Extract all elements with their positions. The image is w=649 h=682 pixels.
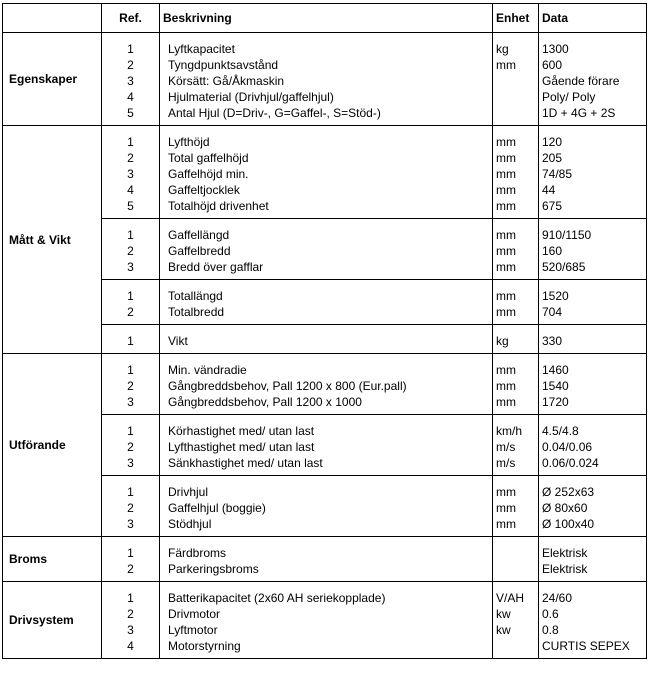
- table-row: [3, 126, 647, 151]
- unit-cell: [493, 638, 539, 659]
- description-cell: Gaffeltjocklek: [160, 182, 493, 198]
- unit-cell: mm: [493, 378, 539, 394]
- header-ref: Ref.: [102, 4, 160, 33]
- unit-cell: [493, 561, 539, 582]
- header-data: Data: [539, 4, 647, 33]
- unit-cell: mm: [493, 476, 539, 501]
- header-row: [3, 4, 647, 33]
- data-cell: Elektrisk: [539, 561, 647, 582]
- description-cell: Gaffelbredd: [160, 243, 493, 259]
- ref-cell: 2: [102, 304, 160, 325]
- ref-cell: 1: [102, 537, 160, 562]
- ref-cell: 3: [102, 394, 160, 415]
- ref-cell: 2: [102, 439, 160, 455]
- ref-cell: 1: [102, 33, 160, 58]
- unit-cell: kw: [493, 622, 539, 638]
- unit-cell: mm: [493, 516, 539, 537]
- ref-cell: 1: [102, 476, 160, 501]
- description-cell: Gaffelhjul (boggie): [160, 500, 493, 516]
- description-cell: Körsätt: Gå/Åkmaskin: [160, 73, 493, 89]
- description-cell: Gaffelhöjd min.: [160, 166, 493, 182]
- unit-cell: mm: [493, 198, 539, 219]
- data-cell: 44: [539, 182, 647, 198]
- ref-cell: 3: [102, 622, 160, 638]
- data-cell: 1460: [539, 354, 647, 379]
- ref-cell: 2: [102, 243, 160, 259]
- unit-cell: mm: [493, 166, 539, 182]
- description-cell: Hjulmaterial (Drivhjul/gaffelhjul): [160, 89, 493, 105]
- data-cell: 24/60: [539, 582, 647, 607]
- ref-cell: 3: [102, 516, 160, 537]
- ref-cell: 1: [102, 582, 160, 607]
- unit-cell: mm: [493, 354, 539, 379]
- ref-cell: 3: [102, 455, 160, 476]
- unit-cell: mm: [493, 182, 539, 198]
- unit-cell: kg: [493, 325, 539, 354]
- data-cell: 120: [539, 126, 647, 151]
- data-cell: 910/1150: [539, 219, 647, 244]
- description-cell: Antal Hjul (D=Driv-, G=Gaffel-, S=Stöd-): [160, 105, 493, 126]
- ref-cell: 5: [102, 198, 160, 219]
- description-cell: Min. vändradie: [160, 354, 493, 379]
- data-cell: 675: [539, 198, 647, 219]
- data-cell: 1540: [539, 378, 647, 394]
- unit-cell: km/h: [493, 415, 539, 440]
- ref-cell: 1: [102, 219, 160, 244]
- description-cell: Vikt: [160, 325, 493, 354]
- data-cell: Ø 100x40: [539, 516, 647, 537]
- description-cell: Lyfthöjd: [160, 126, 493, 151]
- unit-cell: [493, 89, 539, 105]
- section-title: Utförande: [3, 354, 102, 537]
- ref-cell: 5: [102, 105, 160, 126]
- unit-cell: mm: [493, 150, 539, 166]
- ref-cell: 4: [102, 89, 160, 105]
- unit-cell: mm: [493, 500, 539, 516]
- unit-cell: mm: [493, 126, 539, 151]
- unit-cell: [493, 537, 539, 562]
- description-cell: Total gaffelhöjd: [160, 150, 493, 166]
- ref-cell: 1: [102, 126, 160, 151]
- description-cell: Drivhjul: [160, 476, 493, 501]
- description-cell: Stödhjul: [160, 516, 493, 537]
- data-cell: 205: [539, 150, 647, 166]
- data-cell: 74/85: [539, 166, 647, 182]
- description-cell: Tyngdpunktsavstånd: [160, 57, 493, 73]
- unit-cell: kg: [493, 33, 539, 58]
- description-cell: Sänkhastighet med/ utan last: [160, 455, 493, 476]
- data-cell: Ø 80x60: [539, 500, 647, 516]
- description-cell: Parkeringsbroms: [160, 561, 493, 582]
- table-row: [3, 354, 647, 379]
- description-cell: Totalbredd: [160, 304, 493, 325]
- unit-cell: mm: [493, 304, 539, 325]
- ref-cell: 2: [102, 561, 160, 582]
- section-title: Mått & Vikt: [3, 126, 102, 354]
- description-cell: Lyftkapacitet: [160, 33, 493, 58]
- data-cell: 4.5/4.8: [539, 415, 647, 440]
- description-cell: Gaffellängd: [160, 219, 493, 244]
- header-section: [3, 4, 102, 33]
- description-cell: Lyftmotor: [160, 622, 493, 638]
- data-cell: 1520: [539, 280, 647, 305]
- unit-cell: mm: [493, 280, 539, 305]
- data-cell: Elektrisk: [539, 537, 647, 562]
- data-cell: 0.8: [539, 622, 647, 638]
- table-row: [3, 582, 647, 607]
- unit-cell: mm: [493, 259, 539, 280]
- unit-cell: V/AH: [493, 582, 539, 607]
- section-title: Egenskaper: [3, 33, 102, 126]
- ref-cell: 1: [102, 415, 160, 440]
- spec-table: [2, 3, 647, 659]
- ref-cell: 2: [102, 150, 160, 166]
- header-unit: Enhet: [493, 4, 539, 33]
- ref-cell: 2: [102, 378, 160, 394]
- data-cell: CURTIS SEPEX: [539, 638, 647, 659]
- unit-cell: m/s: [493, 439, 539, 455]
- data-cell: 520/685: [539, 259, 647, 280]
- description-cell: Lyfthastighet med/ utan last: [160, 439, 493, 455]
- ref-cell: 2: [102, 57, 160, 73]
- data-cell: 0.06/0.024: [539, 455, 647, 476]
- ref-cell: 4: [102, 182, 160, 198]
- data-cell: 0.6: [539, 606, 647, 622]
- data-cell: 0.04/0.06: [539, 439, 647, 455]
- ref-cell: 3: [102, 73, 160, 89]
- ref-cell: 3: [102, 259, 160, 280]
- header-description: Beskrivning: [160, 4, 493, 33]
- unit-cell: mm: [493, 243, 539, 259]
- table-row: [3, 537, 647, 562]
- data-cell: 704: [539, 304, 647, 325]
- unit-cell: [493, 105, 539, 126]
- unit-cell: mm: [493, 219, 539, 244]
- description-cell: Bredd över gafflar: [160, 259, 493, 280]
- unit-cell: m/s: [493, 455, 539, 476]
- ref-cell: 1: [102, 354, 160, 379]
- ref-cell: 2: [102, 606, 160, 622]
- data-cell: Poly/ Poly: [539, 89, 647, 105]
- unit-cell: kw: [493, 606, 539, 622]
- data-cell: 1720: [539, 394, 647, 415]
- unit-cell: mm: [493, 394, 539, 415]
- data-cell: 1300: [539, 33, 647, 58]
- description-cell: Totalhöjd drivenhet: [160, 198, 493, 219]
- description-cell: Körhastighet med/ utan last: [160, 415, 493, 440]
- description-cell: Färdbroms: [160, 537, 493, 562]
- description-cell: Gångbreddsbehov, Pall 1200 x 800 (Eur.pall): [160, 378, 493, 394]
- ref-cell: 3: [102, 166, 160, 182]
- ref-cell: 1: [102, 325, 160, 354]
- data-cell: 330: [539, 325, 647, 354]
- unit-cell: [493, 73, 539, 89]
- description-cell: Drivmotor: [160, 606, 493, 622]
- description-cell: Gångbreddsbehov, Pall 1200 x 1000: [160, 394, 493, 415]
- ref-cell: 4: [102, 638, 160, 659]
- data-cell: 600: [539, 57, 647, 73]
- unit-cell: mm: [493, 57, 539, 73]
- description-cell: Batterikapacitet (2x60 AH seriekopplade): [160, 582, 493, 607]
- data-cell: Ø 252x63: [539, 476, 647, 501]
- data-cell: Gående förare: [539, 73, 647, 89]
- data-cell: 160: [539, 243, 647, 259]
- section-title: Drivsystem: [3, 582, 102, 659]
- description-cell: Motorstyrning: [160, 638, 493, 659]
- ref-cell: 2: [102, 500, 160, 516]
- description-cell: Totallängd: [160, 280, 493, 305]
- table-row: [3, 33, 647, 58]
- ref-cell: 1: [102, 280, 160, 305]
- data-cell: 1D + 4G + 2S: [539, 105, 647, 126]
- section-title: Broms: [3, 537, 102, 582]
